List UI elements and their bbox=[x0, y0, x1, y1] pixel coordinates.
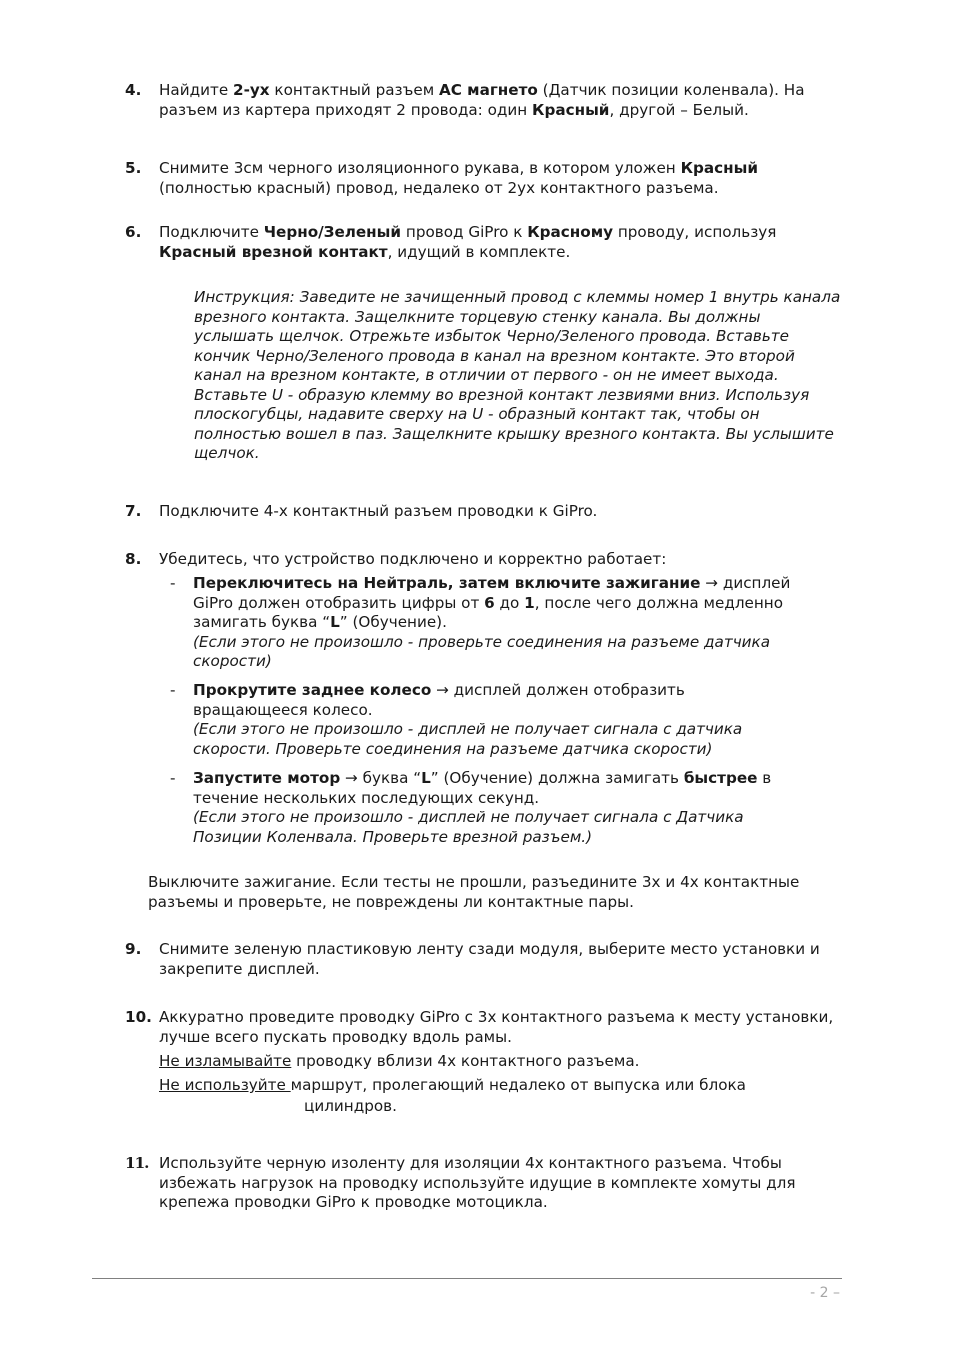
bold-run: 1 bbox=[524, 593, 535, 612]
bold-run: быстрее bbox=[683, 769, 758, 787]
bold-run: Переключитесь на Нейтраль, затем включите зажигание bbox=[193, 574, 701, 592]
text-run: проводу, используя bbox=[613, 223, 777, 241]
step-number: 6. bbox=[125, 223, 142, 241]
step-text: Используйте черную изоленту для изоляции 4х контактного разъема. Чтобы избежать нагрузок на проводку используйте идущие в комплекте хомуты для крепежа проводки GiPro к проводке мотоцикла. bbox=[159, 1154, 796, 1211]
bold-run: AC магнето bbox=[438, 81, 538, 99]
bold-run: L bbox=[330, 613, 340, 631]
underlined-run: Не изламывайте bbox=[159, 1052, 292, 1070]
text-run: проводку вблизи 4х контактного разъема. bbox=[291, 1052, 640, 1070]
bullet-dash: - bbox=[170, 769, 176, 787]
text-run: контактный разъем bbox=[269, 81, 439, 99]
bullet-dash: - bbox=[170, 681, 176, 699]
check-note: (Если этого не произошло - дисплей не получает сигнала с датчика скорости. Проверьте соединения на разъеме датчика скорости) bbox=[193, 720, 743, 758]
bold-run: Черно/Зеленый bbox=[263, 223, 402, 241]
step-number: 5. bbox=[125, 159, 142, 177]
text-run: маршрут, пролегающий недалеко от выпуска или блока bbox=[290, 1076, 746, 1094]
step-number: 9. bbox=[125, 940, 142, 958]
bullet-dash: - bbox=[170, 574, 176, 592]
step-10 bbox=[125, 1008, 855, 1047]
page-number: - 2 – bbox=[810, 1285, 840, 1301]
step-number: 7. bbox=[125, 502, 142, 520]
text-run: буква “ bbox=[362, 769, 422, 787]
arrow-icon: → bbox=[700, 574, 723, 592]
warning-line bbox=[159, 1052, 839, 1072]
arrow-icon: → bbox=[340, 769, 363, 787]
check-item bbox=[170, 681, 810, 759]
step-5 bbox=[125, 159, 855, 198]
check-item-text bbox=[193, 769, 803, 847]
warning-line-continuation: цилиндров. bbox=[304, 1097, 397, 1115]
footer-divider bbox=[92, 1278, 842, 1279]
arrow-icon: → bbox=[431, 681, 454, 699]
step-number: 4. bbox=[125, 81, 142, 99]
text-run: (Датчик позиции коленвала). На разъем из картера приходят 2 провода: один bbox=[159, 81, 805, 119]
step-text bbox=[159, 223, 849, 262]
step-number: 11. bbox=[125, 1154, 149, 1172]
check-item bbox=[170, 574, 810, 672]
text-run: до bbox=[494, 593, 525, 612]
check-note: (Если этого не произошло - проверьте соединения на разъеме датчика скорости) bbox=[193, 632, 771, 670]
text-run: провод GiPro к bbox=[401, 223, 528, 241]
warning-line bbox=[159, 1076, 839, 1096]
bold-run: Красный bbox=[680, 159, 758, 177]
text-run: (полностью красный) провод, недалеко от 2ух контактного разъема. bbox=[159, 178, 719, 197]
step-4 bbox=[125, 81, 855, 120]
step-7 bbox=[125, 502, 855, 522]
bold-run: Запустите мотор bbox=[193, 769, 341, 787]
step-text: Снимите зеленую пластиковую ленту сзади модуля, выберите место установки и закрепите дисплей. bbox=[159, 940, 820, 978]
text-run: Подключите bbox=[159, 223, 264, 241]
step-text bbox=[159, 81, 849, 120]
text-run: ” (Обучение) должна замигать bbox=[430, 769, 684, 787]
text-run: ” (Обучение). bbox=[339, 613, 447, 631]
bold-run: Прокрутите заднее колесо bbox=[193, 681, 432, 699]
step-8 bbox=[125, 550, 855, 570]
text-run: , после чего должна медленно замигать буква “ bbox=[193, 593, 784, 631]
bold-run: 6 bbox=[484, 593, 495, 612]
text-run: в течение нескольких последующих секунд. bbox=[193, 769, 772, 807]
text-run: , идущий в комплекте. bbox=[387, 242, 571, 261]
underlined-run: Не используйте bbox=[159, 1076, 291, 1094]
bold-run: Красный bbox=[532, 100, 610, 119]
text-run: дисплей должен отобразить вращающееся колесо. bbox=[193, 681, 685, 719]
bold-run: 2-ух bbox=[233, 81, 270, 99]
bold-run: Красному bbox=[527, 223, 614, 241]
step-number: 8. bbox=[125, 550, 142, 568]
step-text: Убедитесь, что устройство подключено и корректно работает: bbox=[159, 550, 667, 568]
step-text: Подключите 4-х контактный разъем проводки к GiPro. bbox=[159, 502, 598, 520]
check-item-text bbox=[193, 681, 803, 759]
text-run: дисплей GiPro должен отобразить цифры от bbox=[193, 574, 791, 612]
bold-run: Красный врезной контакт bbox=[159, 242, 388, 261]
step-number: 10. bbox=[125, 1008, 152, 1026]
check-item bbox=[170, 769, 810, 847]
bold-run: L bbox=[421, 769, 431, 787]
check-item-text bbox=[193, 574, 803, 672]
check-note: (Если этого не произошло - дисплей не получает сигнала с Датчика Позиции Коленвала. Проверьте врезной разъем.) bbox=[193, 808, 744, 846]
step-9 bbox=[125, 940, 855, 979]
instruction-note: Инструкция: Заведите не зачищенный провод с клеммы номер 1 внутрь канала врезного контакта. Защелкните торцевую стенку канала. Вы должны услышать щелчок. Отрежьте избыток Черно/Зеленого провода. Вставьте кончик Черно/Зеленого провода в канал на врезном контакте. Это второй канал на врезном контакте, в отличии от первого - он не имеет выхода. Вставьте U - образую клемму во врезной контакт лезвиями вниз. Используя плоскогубцы, надавите сверху на U - образный контакт так, чтобы он полностью вошел в паз. Защелкните крышку врезного контакта. Вы услышите щелчок. bbox=[194, 288, 841, 462]
step-8-summary: Выключите зажигание. Если тесты не прошли, разъедините 3х и 4х контактные разъемы и проверьте, не повреждены ли контактные пары. bbox=[148, 873, 800, 911]
text-run: Найдите bbox=[159, 81, 233, 99]
text-run: , другой – Белый. bbox=[609, 100, 749, 119]
step-6 bbox=[125, 223, 855, 262]
step-text: Аккуратно проведите проводку GiPro с 3х контактного разъема к месту установки, лучше всего пускать проводку вдоль рамы. bbox=[159, 1008, 834, 1046]
step-text bbox=[159, 159, 849, 198]
text-run: Снимите 3см черного изоляционного рукава, в котором уложен bbox=[159, 159, 681, 177]
step-11 bbox=[125, 1154, 855, 1213]
